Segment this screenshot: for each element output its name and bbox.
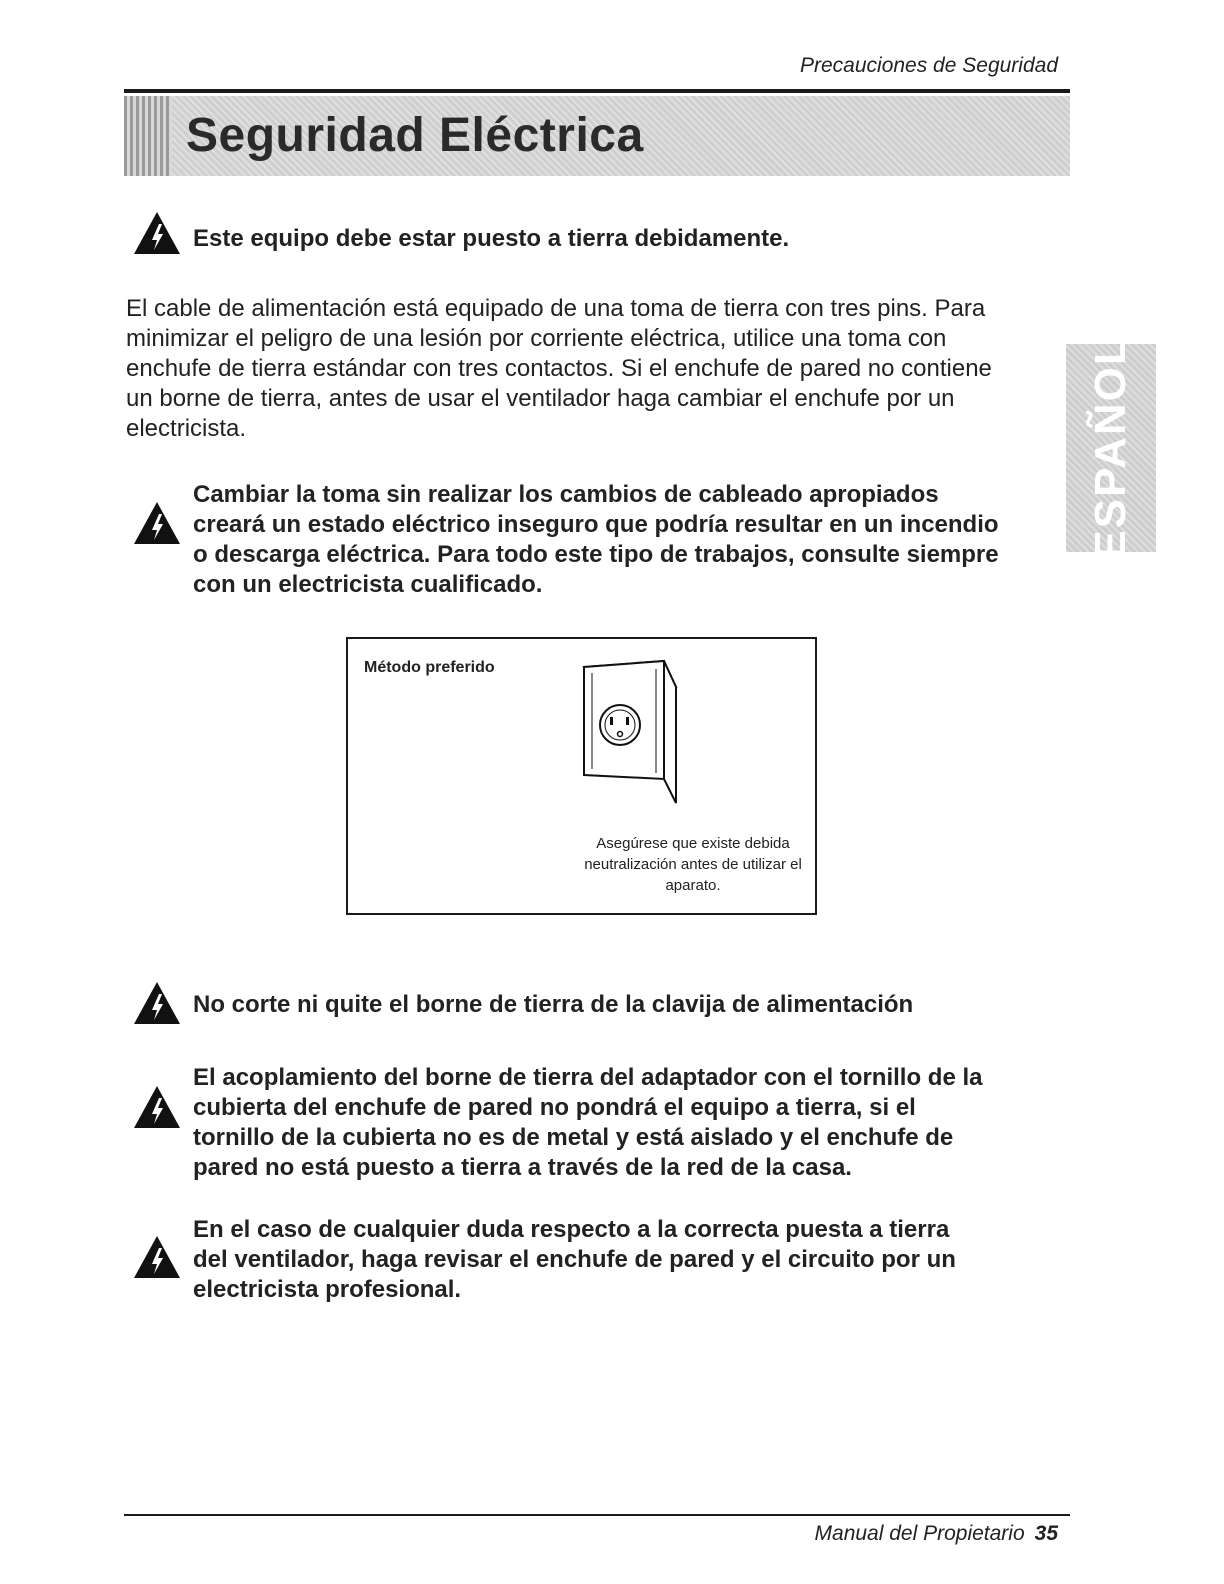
warning-line: con un electricista cualificado. — [193, 571, 543, 598]
warning-icon — [132, 980, 182, 1026]
warning-line: tornillo de la cubierta no es de metal y está aislado y el enchufe de — [193, 1124, 954, 1151]
warning-heading-ground-pin: No corte ni quite el borne de tierra de la clavija de alimentación — [193, 991, 914, 1018]
warning-line: del ventilador, haga revisar el enchufe de pared y el circuito por un — [193, 1246, 956, 1273]
warning-line: electricista profesional. — [193, 1276, 462, 1303]
header-rule — [124, 89, 1070, 93]
warning-line: creará un estado eléctrico inseguro que podría resultar en un incendio — [193, 511, 999, 538]
banner-stripes — [124, 96, 172, 176]
caption-line: neutralización antes de utilizar el — [584, 856, 802, 873]
running-header: Precauciones de Seguridad — [799, 54, 1058, 77]
section-title: Seguridad Eléctrica — [186, 109, 644, 162]
figure-caption — [568, 833, 818, 896]
figure-label: Método preferido — [364, 659, 495, 676]
warning-line: cubierta del enchufe de pared no pondrá el equipo a tierra, si el — [193, 1094, 916, 1121]
figure-preferred-method — [346, 637, 817, 915]
body-line: enchufe de tierra estándar con tres contactos. Si el enchufe de pared no contiene — [126, 355, 992, 382]
body-paragraph — [126, 294, 1066, 444]
caption-line: aparato. — [665, 877, 721, 894]
warning-icon — [132, 1234, 182, 1280]
warning-line: El acoplamiento del borne de tierra del adaptador con el tornillo de la — [193, 1064, 983, 1091]
body-line: minimizar el peligro de una lesión por corriente eléctrica, utilice una toma con — [126, 325, 947, 352]
warning-icon — [132, 500, 182, 546]
caption-line: Asegúrese que existe debida — [596, 835, 790, 852]
warning-icon — [132, 1084, 182, 1130]
footer-rule — [124, 1514, 1070, 1516]
warning-line: pared no está puesto a tierra a través de la red de la casa. — [193, 1154, 852, 1181]
warning-block-adapter — [193, 1063, 1073, 1183]
body-line: un borne de tierra, antes de usar el ventilador haga cambiar el enchufe por un — [126, 385, 955, 412]
language-tab — [1066, 336, 1156, 560]
warning-heading-grounding: Este equipo debe estar puesto a tierra debidamente. — [193, 225, 790, 252]
body-line: electricista. — [126, 415, 247, 442]
wall-outlet-icon — [580, 657, 680, 807]
warning-line: Cambiar la toma sin realizar los cambios de cableado apropiados — [193, 481, 939, 508]
warning-icon — [132, 210, 182, 256]
section-banner — [124, 96, 1070, 176]
warning-line: En el caso de cualquier duda respecto a la correcta puesta a tierra — [193, 1216, 950, 1243]
footer-title: Manual del Propietario — [814, 1522, 1025, 1545]
warning-block-rewiring — [193, 480, 1073, 600]
body-line: El cable de alimentación está equipado de una toma de tierra con tres pins. Para — [126, 295, 986, 322]
warning-line: o descarga eléctrica. Para todo este tipo de trabajos, consulte siempre — [193, 541, 999, 568]
language-tab-label: ESPAÑOL — [1086, 336, 1135, 560]
page-number: 35 — [1034, 1522, 1058, 1545]
warning-block-doubt — [193, 1215, 1073, 1305]
page-footer — [815, 1522, 1058, 1546]
